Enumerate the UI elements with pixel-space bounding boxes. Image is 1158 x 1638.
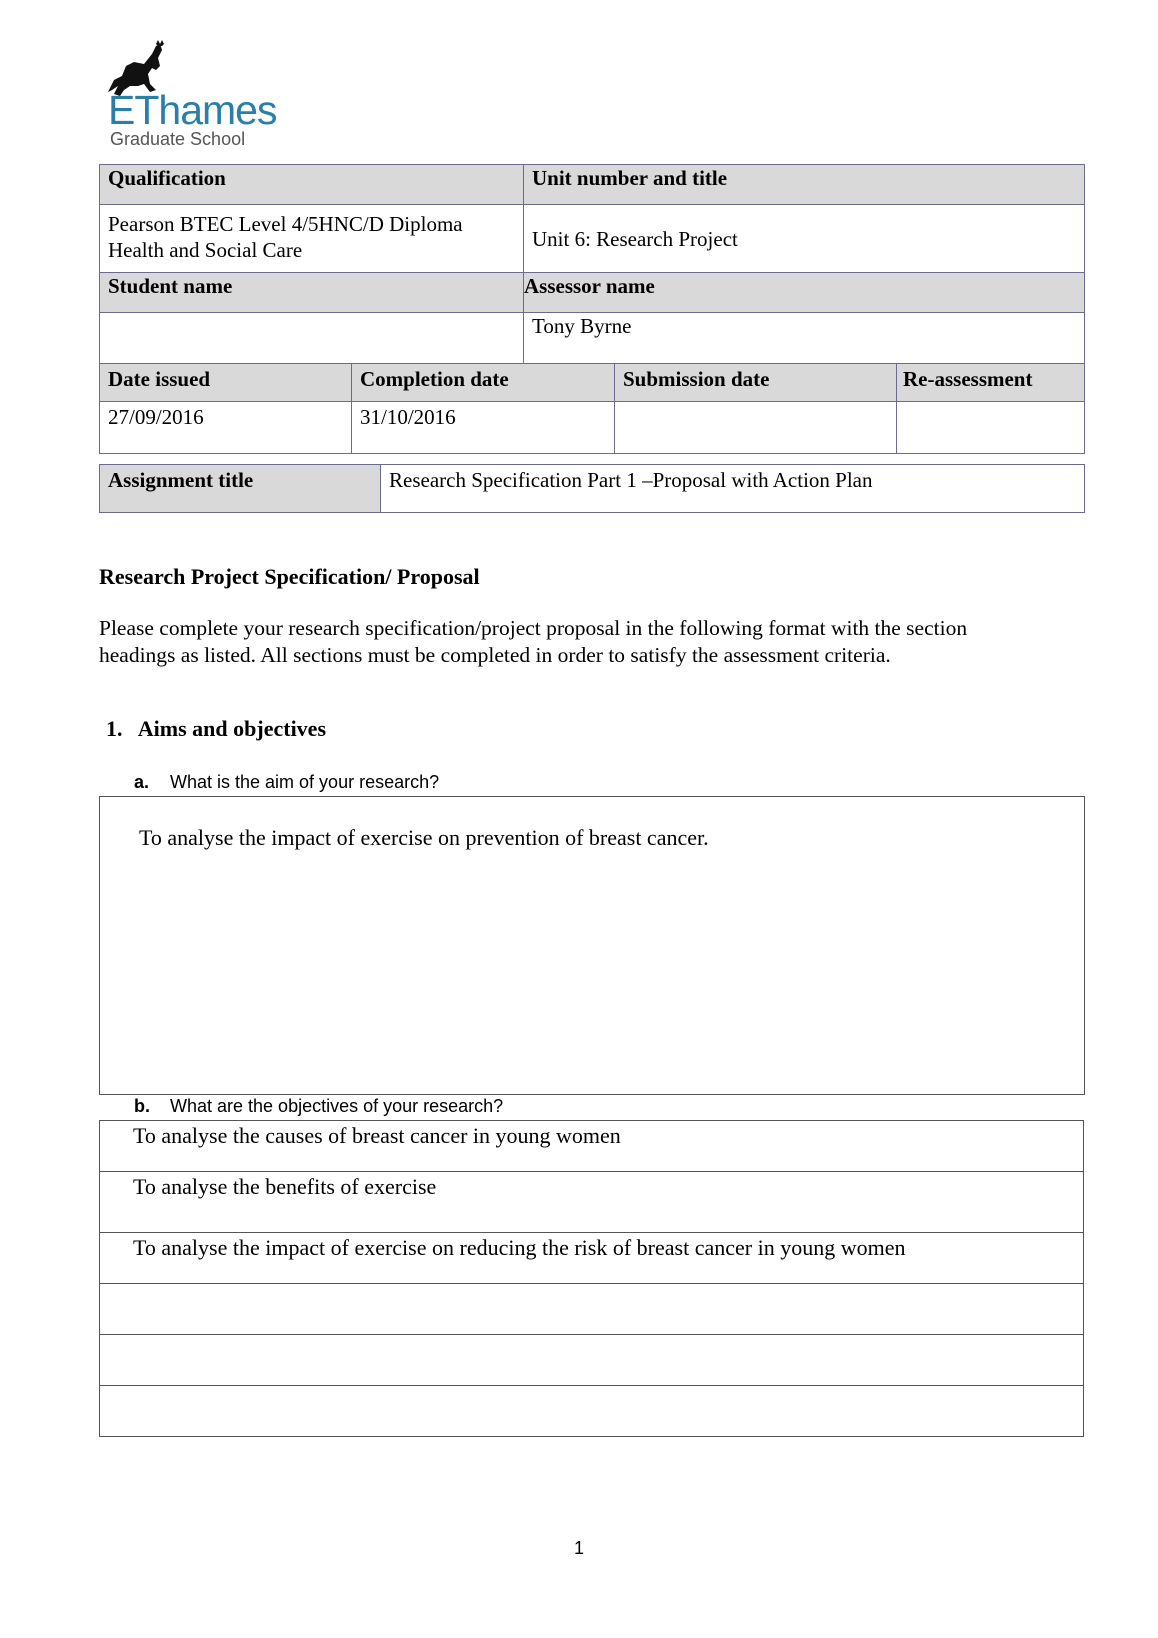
dates-table [99, 363, 1085, 454]
completion-date-label: Completion date [352, 364, 615, 402]
objective-row[interactable] [99, 1120, 1084, 1172]
logo-subtitle: Graduate School [110, 129, 246, 149]
objectives-table [99, 1120, 1084, 1437]
page-number: 1 [573, 1538, 584, 1558]
completion-date-value: 31/10/2016 [352, 402, 615, 454]
objective-text: To analyse the causes of breast cancer in young women [133, 1123, 621, 1148]
objective-row[interactable] [99, 1284, 1084, 1335]
objective-row[interactable] [99, 1335, 1084, 1386]
date-issued-value: 27/09/2016 [100, 402, 352, 454]
unit-value: Unit 6: Research Project [524, 205, 1085, 273]
student-name-value[interactable] [100, 313, 524, 364]
objective-text: To analyse the benefits of exercise [133, 1174, 437, 1199]
page-heading: Research Project Specification/ Proposal [99, 564, 480, 589]
question-b-letter: b. [134, 1096, 150, 1116]
question-a [134, 772, 439, 793]
section-1-title: Aims and objectives [137, 716, 327, 741]
assignment-table [99, 464, 1085, 513]
date-issued-label: Date issued [100, 364, 352, 402]
assignment-title-value: Research Specification Part 1 –Proposal with Action Plan [381, 465, 1085, 513]
submission-date-value[interactable] [615, 402, 897, 454]
question-b [134, 1096, 503, 1117]
section-1-number: 1. [106, 716, 123, 741]
objective-row[interactable] [99, 1386, 1084, 1437]
qualification-value: Pearson BTEC Level 4/5HNC/D Diploma Health and Social Care [100, 205, 524, 273]
submission-date-label: Submission date [615, 364, 897, 402]
section-1-heading [106, 716, 326, 742]
qualification-label: Qualification [100, 165, 524, 205]
unit-label: Unit number and title [524, 165, 1085, 205]
school-logo [100, 40, 290, 150]
objective-row[interactable] [99, 1172, 1084, 1233]
logo-title: EThames [108, 87, 277, 133]
student-name-label: Student name [100, 273, 524, 313]
info-table [99, 164, 1085, 364]
aim-answer-box[interactable] [99, 796, 1085, 1095]
question-a-text: What is the aim of your research? [170, 772, 440, 792]
objective-text: To analyse the impact of exercise on reducing the risk of breast cancer in young women [133, 1235, 906, 1260]
assessor-name-label: Assessor name [524, 273, 1085, 313]
question-a-letter: a. [134, 772, 150, 792]
reassessment-value[interactable] [897, 402, 1085, 454]
intro-paragraph: Please complete your research specification/project proposal in the following format with the section headings as listed. All sections must be completed in order to satisfy the assessment criteria. [99, 616, 968, 667]
aim-answer-text: To analyse the impact of exercise on prevention of breast cancer. [139, 825, 709, 850]
question-b-text: What are the objectives of your research? [170, 1096, 504, 1116]
objective-row[interactable] [99, 1233, 1084, 1284]
reassessment-label: Re-assessment [897, 364, 1085, 402]
assignment-title-label: Assignment title [100, 465, 381, 513]
assessor-name-value: Tony Byrne [524, 313, 1085, 364]
